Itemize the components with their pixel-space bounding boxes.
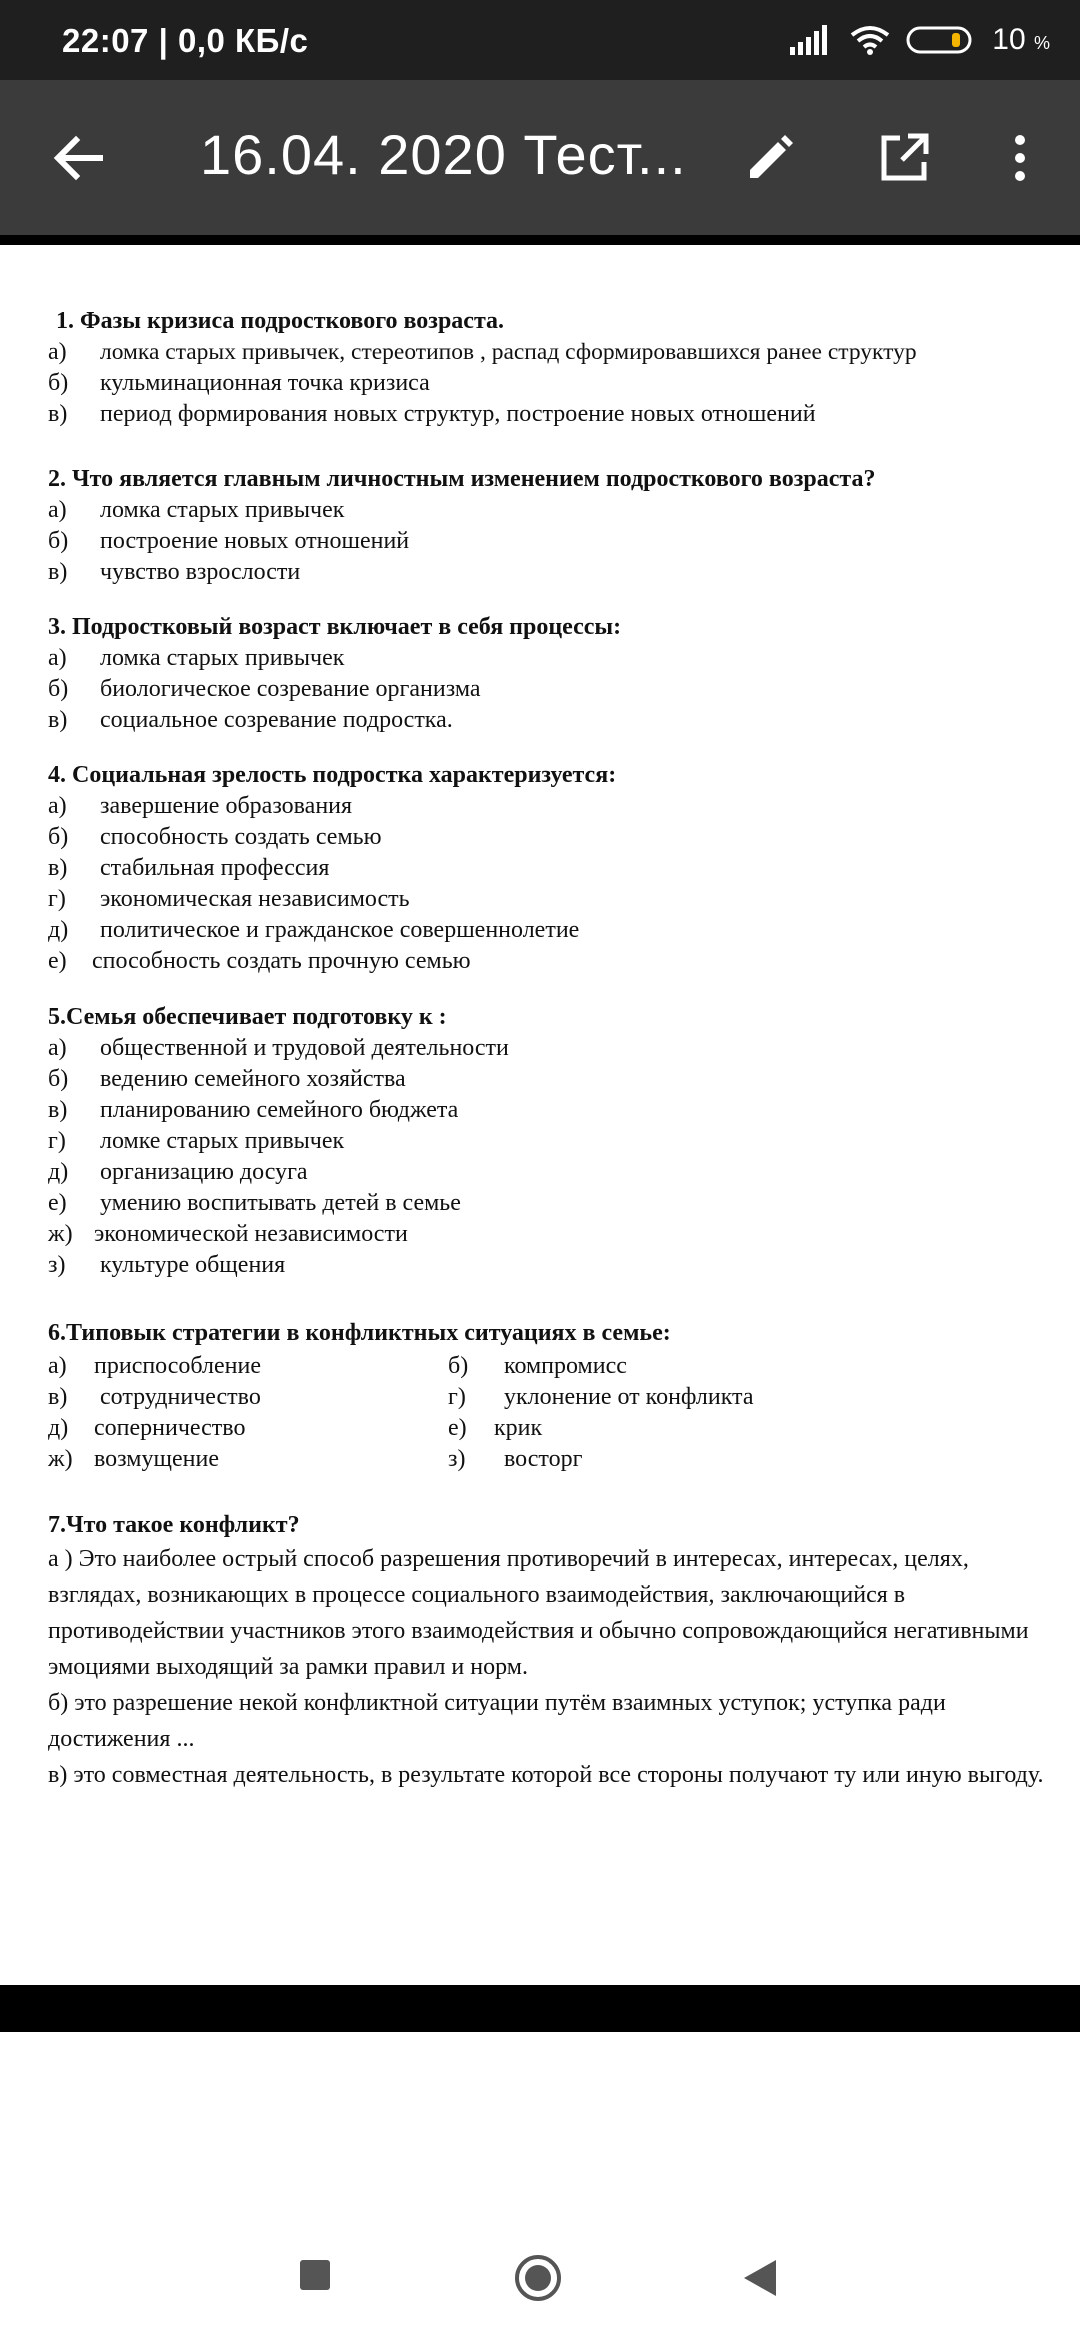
answer-option: а) ломка старых привычек [48, 645, 345, 671]
question-title: 6.Типовык стратегии в конфликтных ситуациях в семье: [48, 1320, 671, 1346]
answer-option: е) крик [448, 1415, 543, 1441]
answer-option: ж) экономической независимости [48, 1221, 408, 1247]
answer-option: г) уклонение от конфликта [448, 1384, 754, 1410]
open-external-icon[interactable] [876, 130, 932, 186]
question-1 [48, 305, 1058, 430]
answer-option: г) экономическая независимость [48, 886, 410, 912]
answer-option: г) ломке старых привычек [48, 1128, 345, 1154]
recent-apps-icon[interactable] [300, 2260, 330, 2290]
answer-option: в) сотрудничество [48, 1384, 261, 1410]
answer-option: а) общественной и трудовой деятельности [48, 1035, 509, 1061]
answer-paragraph: б) это разрешение некой конфликтной ситуации путём взаимных уступок; уступка ради достижения ... [48, 1690, 946, 1752]
back-triangle-icon[interactable] [740, 2258, 778, 2298]
answer-option: ж) возмущение [48, 1446, 219, 1472]
question-3 [48, 611, 1058, 736]
answer-option: е) способность создать прочную семью [48, 948, 471, 974]
answer-option: б) кульминационная точка кризиса [48, 370, 430, 396]
answer-option: з) восторг [448, 1446, 583, 1472]
answer-option: з) культуре общения [48, 1252, 286, 1278]
status-bar [0, 0, 1080, 80]
page-edge-top [0, 235, 1080, 245]
page-edge-bottom [0, 1985, 1080, 2032]
question-title: 1. Фазы кризиса подросткового возраста. [56, 308, 505, 334]
answer-option: в) чувство взрослости [48, 559, 301, 585]
answer-paragraph: в) это совместная деятельность, в результате которой все стороны получают ту или иную выгоду. [48, 1762, 1044, 1788]
answer-option: а) ломка старых привычек [48, 497, 345, 523]
wifi-icon [850, 25, 890, 55]
app-bar [0, 80, 1080, 235]
more-options-icon[interactable] [1000, 130, 1040, 186]
edit-pencil-icon[interactable] [742, 130, 798, 186]
answer-option: в) период формирования новых структур, построение новых отношений [48, 401, 816, 427]
question-2 [48, 463, 1058, 588]
answer-option: д) политическое и гражданское совершеннолетие [48, 917, 580, 943]
navigation-bar [0, 2210, 1080, 2340]
answer-option: а) приспособление [48, 1353, 262, 1379]
battery-percent: 10 % [992, 23, 1050, 56]
answer-option: в) социальное созревание подростка. [48, 707, 453, 733]
answer-option: е) умению воспитывать детей в семье [48, 1190, 461, 1216]
answer-option: б) компромисс [448, 1353, 627, 1379]
document-page[interactable] [0, 245, 1080, 1985]
question-title: 7.Что такое конфликт? [48, 1512, 300, 1538]
answer-option: д) организацию досуга [48, 1159, 308, 1185]
answer-option: б) построение новых отношений [48, 528, 410, 554]
answer-option: б) ведению семейного хозяйства [48, 1066, 406, 1092]
battery-icon [906, 25, 976, 55]
question-title: 3. Подростковый возраст включает в себя процессы: [48, 614, 622, 640]
question-title: 5.Семья обеспечивает подготовку к : [48, 1004, 447, 1030]
home-icon[interactable] [512, 2252, 564, 2304]
answer-option: а) завершение образования [48, 793, 353, 819]
status-time: 22:07 | 0,0 КБ/с [62, 22, 309, 59]
back-arrow-icon[interactable] [50, 130, 106, 186]
question-6 [48, 1317, 1058, 1475]
question-4 [48, 759, 1058, 977]
answer-paragraph: а ) Это наиболее острый способ разрешения противоречий в интересах, интересах, целях, взглядах, возникающих в процессе социального взаимодействия, заключающийся в противодействии участников этого взаимодействия и обычно сопровождающийся негативными эмоциями выходящий за рамки правил и норм. [48, 1546, 1029, 1680]
question-5 [48, 1001, 1058, 1281]
answer-option: в) планированию семейного бюджета [48, 1097, 459, 1123]
signal-icon [790, 25, 834, 55]
question-title: 2. Что является главным личностным изменением подросткового возраста? [48, 466, 876, 492]
document-title: 16.04. 2020 Тест... [200, 123, 687, 186]
answer-option: б) способность создать семью [48, 824, 382, 850]
answer-option: д) соперничество [48, 1415, 246, 1441]
answer-option: а) ломка старых привычек, стереотипов , распад сформировавшихся ранее структур [48, 339, 917, 365]
answer-option: б) биологическое созревание организма [48, 676, 481, 702]
answer-option: в) стабильная профессия [48, 855, 330, 881]
question-title: 4. Социальная зрелость подростка характеризуется: [48, 762, 617, 788]
question-7 [48, 1509, 1048, 1793]
